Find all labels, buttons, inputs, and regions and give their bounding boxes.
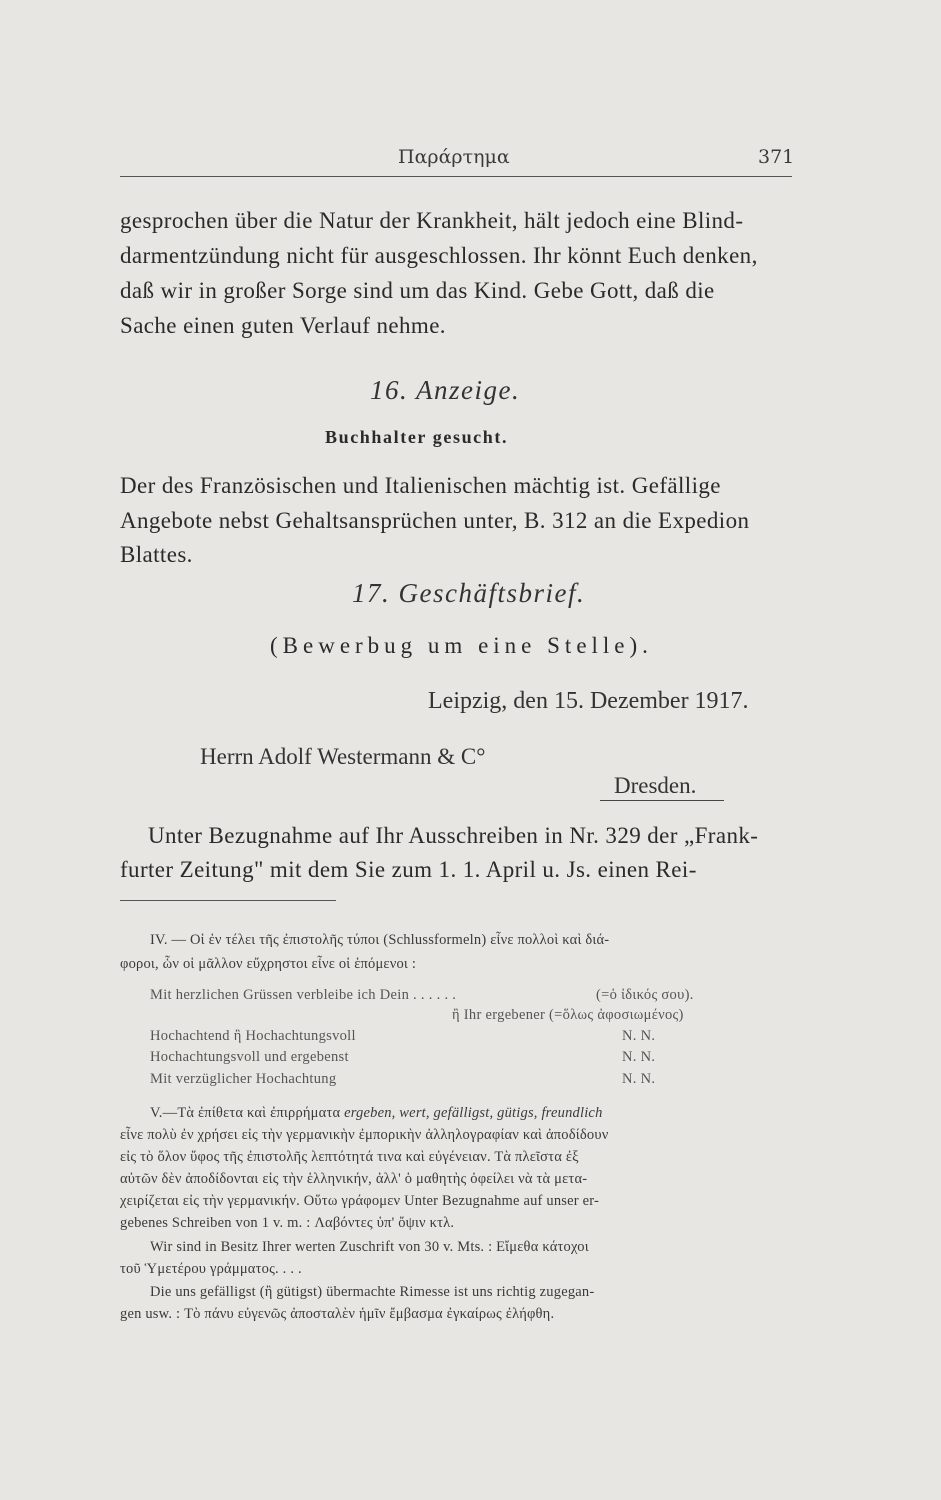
intro-line: Sache einen guten Verlauf nehme. [120, 313, 446, 338]
letter-line: Unter Bezugnahme auf Ihr Ausschreiben in Nr. 329 der „Frank- [148, 823, 759, 848]
letter-line: furter Zeitung" mit dem Sie zum 1. 1. April u. Js. einen Rei- [120, 857, 697, 882]
formula-german: Hochachtend ἢ Hochachtungsvoll [150, 1028, 356, 1044]
ad-line: Der des Französischen und Italienischen mächtig ist. Gefällige [120, 473, 721, 498]
recipient-city: Dresden. [614, 773, 697, 798]
formula-german: Mit herzlichen Grüssen verbleibe ich Dein . . . . . . [150, 987, 457, 1003]
footnote-v-line: χειρίζεται εἰς τὴν γερμανικήν. Οὕτω γράφομεν Unter Bezugnahme auf unser er- [120, 1193, 600, 1209]
footnote-v-line: gen usw. : Τὸ πάνυ εὐγενῶς ἀποσταλὲν ἡμῖν ἔμβασμα ἐγκαίρως ἐλήφθη. [120, 1306, 555, 1322]
footnote-v-italic: ergeben, wert, gefälligst, gütigs, freundlich [344, 1105, 603, 1121]
formula-greek: N. N. [622, 1049, 656, 1065]
footnote-v-line: gebenes Schreiben von 1 v. m. : Λαβόντες ὑπ' ὄψιν κτλ. [120, 1215, 455, 1231]
formula-greek: N. N. [622, 1028, 656, 1044]
running-head-title: Παράρτημα [398, 146, 510, 168]
intro-line: daß wir in großer Sorge sind um das Kind. Gebe Gott, daß die [120, 278, 715, 303]
recipient: Herrn Adolf Westermann & C° [200, 744, 486, 769]
footnote-rule [120, 900, 336, 901]
footnote-v-line: εἰς τὸ ὅλον ὕφος τῆς ἐπιστολῆς λεπτότητά τινα καὶ εὐγένειαν. Τὰ πλεῖστα ἐξ [120, 1149, 579, 1165]
footnote-v-line: εἶνε πολὺ ἐν χρήσει εἰς τὴν γερμανικὴν ἐμπορικὴν ἀλληλογραφίαν καὶ ἀποδίδουν [120, 1127, 609, 1143]
section-16-heading: 16. Anzeige. [370, 375, 521, 405]
section-17-subheading: (Bewerbug um eine Stelle). [270, 633, 653, 658]
footnote-iv-line: φοροι, ὧν οἱ μᾶλλον εὔχρηστοι εἶνε οἱ ἑπόμενοι : [120, 956, 417, 972]
formula-greek: (=ὁ ἰδικός σου). [596, 987, 694, 1003]
footnote-v-greek: V.—Τὰ ἐπίθετα καὶ ἐπιρρήματα [150, 1105, 345, 1121]
formula-greek: N. N. [622, 1071, 656, 1087]
formula-german: Mit verzüglicher Hochachtung [150, 1071, 337, 1087]
section-16-subheading: Buchhalter gesucht. [325, 427, 509, 447]
footnote-v-line: Die uns gefälligst (ἢ gütigst) übermachte Rimesse ist uns richtig zugegan- [150, 1284, 595, 1300]
section-17-heading: 17. Geschäftsbrief. [352, 578, 586, 608]
formula-greek: ἢ Ihr ergebener (=ὅλως ἀφοσιωμένος) [452, 1007, 684, 1023]
footnote-v-line: Wir sind in Besitz Ihrer werten Zuschrift von 30 v. Mts. : Εἴμεθα κάτοχοι [150, 1239, 589, 1255]
intro-line: darmentzündung nicht für ausgeschlossen. Ihr könnt Euch denken, [120, 243, 758, 268]
ad-line: Blattes. [120, 542, 193, 567]
page-number: 371 [758, 146, 795, 168]
footnote-v-line: αὐτῶν δὲν ἀποδίδονται εἰς τὴν ἑλληνικήν, ἀλλ' ὁ μαθητὴς ὀφείλει νὰ τὰ μετα- [120, 1171, 588, 1187]
footnote-v-line: τοῦ Ὑμετέρου γράμματος. . . . [120, 1261, 302, 1277]
formula-german: Hochachtungsvoll und ergebenst [150, 1049, 349, 1065]
intro-line: gesprochen über die Natur der Krankheit, hält jedoch eine Blind- [120, 208, 744, 233]
ad-line: Angebote nebst Gehaltsansprüchen unter, B. 312 an die Expedion [120, 508, 750, 533]
footnote-v-first-line [150, 1105, 603, 1122]
footnote-iv-line: IV. — Οἱ ἐν τέλει τῆς ἐπιστολῆς τύποι (Schlussformeln) εἶνε πολλοὶ καὶ διά- [150, 932, 610, 948]
place-date: Leipzig, den 15. Dezember 1917. [428, 688, 749, 714]
header-rule [120, 176, 792, 177]
city-underline [600, 800, 724, 801]
